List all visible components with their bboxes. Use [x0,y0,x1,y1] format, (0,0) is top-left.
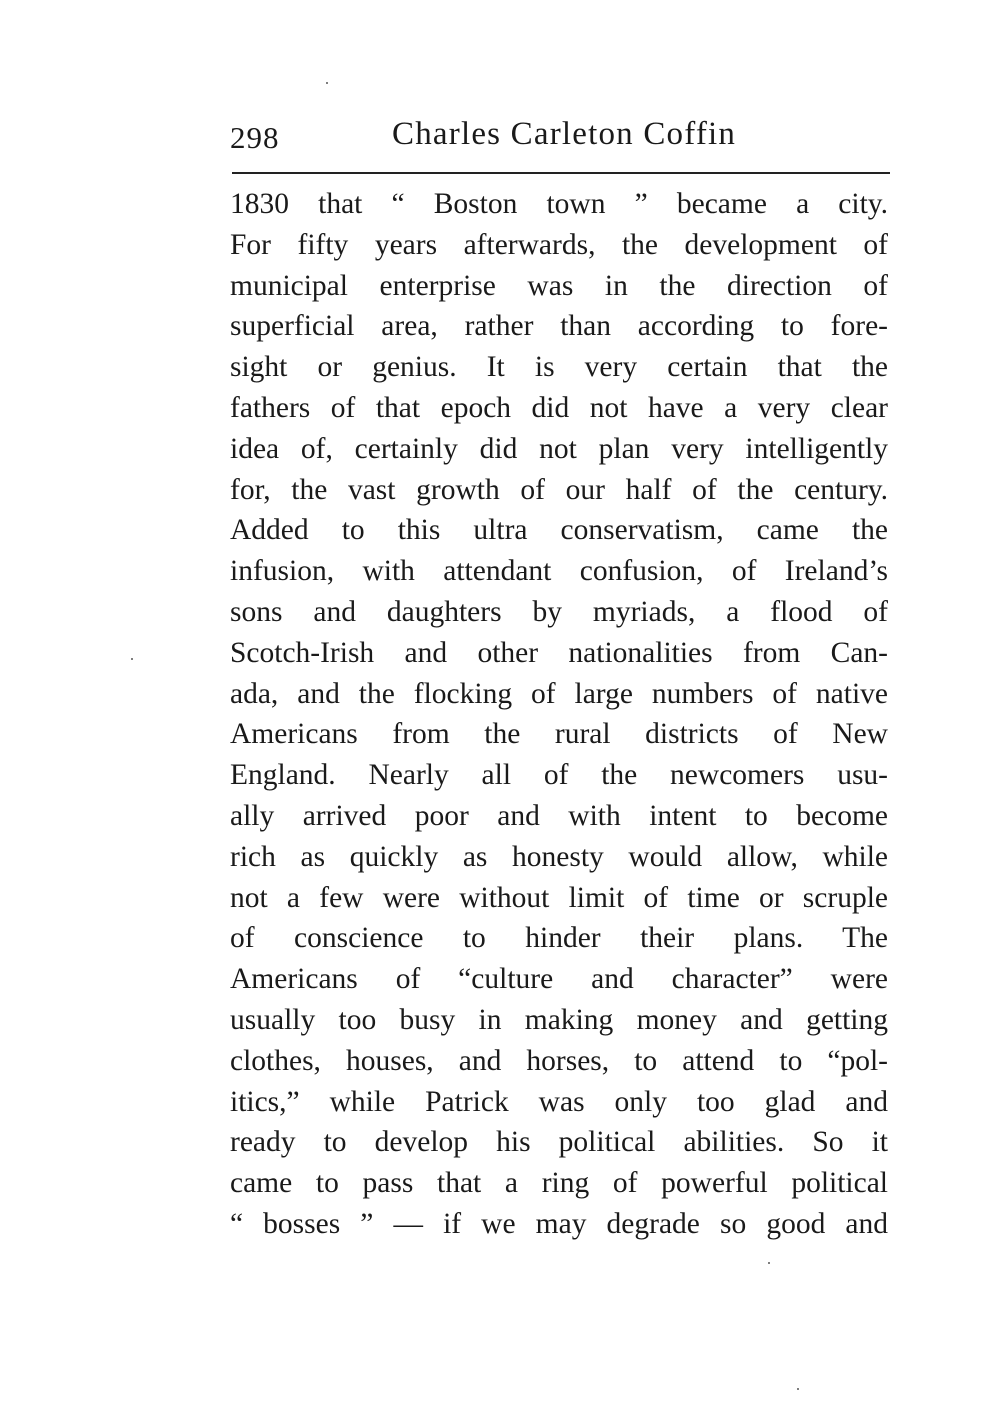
text-line: rich as quickly as honesty would allow, while [230,840,888,873]
text-line: usually too busy in making money and getting [230,1003,888,1036]
text-line: clothes, houses, and horses, to attend to “pol- [230,1044,888,1077]
scan-speck [326,82,328,84]
page-header [230,112,890,162]
text-line: came to pass that a ring of powerful political [230,1167,888,1200]
text-line: “ bosses ” — if we may degrade so good and [230,1207,888,1240]
text-line: Scotch-Irish and other nationalities from Can- [230,636,888,669]
scan-speck [768,1262,770,1264]
scan-speck [131,658,133,660]
text-line: Americans of “culture and character” were [230,963,888,996]
text-line: municipal enterprise was in the direction of [230,269,888,302]
header-rule [232,172,890,174]
text-line: England. Nearly all of the newcomers usu- [230,759,888,792]
text-line: Americans from the rural districts of New [230,718,888,751]
text-line: of conscience to hinder their plans. The [230,922,888,955]
text-line: infusion, with attendant confusion, of Ireland’s [230,555,888,588]
body-text [230,184,888,1245]
text-line: For fifty years afterwards, the development of [230,228,888,261]
text-line: sight or genius. It is very certain that the [230,351,888,384]
text-line: itics,” while Patrick was only too glad and [230,1085,888,1118]
page-number: 298 [230,120,280,155]
text-line: ready to develop his political abilities. So it [230,1126,888,1159]
scan-speck [797,1388,799,1390]
text-line: Added to this ultra conservatism, came the [230,514,888,547]
text-line: sons and daughters by myriads, a flood of [230,595,888,628]
running-head: Charles Carleton Coffin [392,116,737,152]
text-line: not a few were without limit of time or scruple [230,881,888,914]
text-line: ada, and the flocking of large numbers of native [230,677,888,710]
text-line: for, the vast growth of our half of the century. [230,473,888,506]
text-line: ally arrived poor and with intent to become [230,799,888,832]
text-line: fathers of that epoch did not have a very clear [230,391,888,424]
text-line: superficial area, rather than according to fore- [230,310,888,343]
text-line: 1830 that “ Boston town ” became a city. [230,188,888,220]
text-line: idea of, certainly did not plan very intelligently [230,432,888,465]
